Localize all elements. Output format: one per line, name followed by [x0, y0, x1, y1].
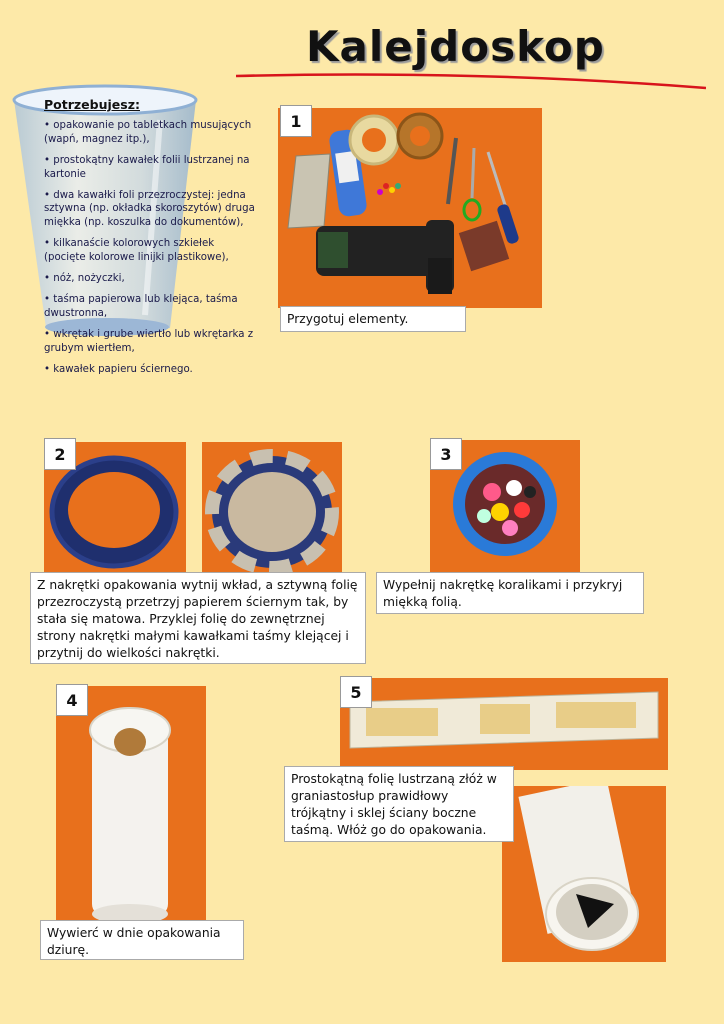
requirement-item: • prostokątny kawałek folii lustrzanej na kartonie: [44, 155, 250, 180]
step5-photo-inserted: [502, 786, 666, 962]
step3-caption: Wypełnij nakrętkę koralikami i przykryj miękką folią.: [376, 572, 644, 614]
step2-caption: Z nakrętki opakowania wytnij wkład, a sztywną folię przezroczystą przetrzyj papierem ściernym tak, by stała się matowa. Przyklej folię do zewnętrznej strony nakrętki małymi kawałkami taśmy klejącej i przytnij do wielkości nakrętki.: [30, 572, 366, 664]
requirement-item: • wkrętak i grube wiertło lub wkrętarka z grubym wiertłem,: [44, 329, 254, 354]
step4-caption: Wywierć w dnie opakowania dziurę.: [40, 920, 244, 960]
requirement-item: • kilkanaście kolorowych szkiełek (pocięte kolorowe linijki plastikowe),: [44, 238, 229, 263]
requirements-heading: Potrzebujesz:: [44, 97, 140, 112]
title-underline: [236, 66, 706, 92]
requirements-list: [44, 98, 258, 385]
requirement-item: • nóż, nożyczki,: [44, 273, 125, 285]
step-number: 1: [280, 105, 312, 137]
page-title: Kalejdoskop: [306, 22, 605, 71]
step-number: 5: [340, 676, 372, 708]
requirement-item: • taśma papierowa lub klejąca, taśma dwustronna,: [44, 294, 238, 319]
requirement-item: • kawałek papieru ściernego.: [44, 364, 193, 376]
step2-photo-foil: [202, 442, 342, 580]
requirement-item: • opakowanie po tabletkach musujących (wapń, magnez itp.),: [44, 120, 252, 145]
step-number: 4: [56, 684, 88, 716]
requirement-item: • dwa kawałki foli przezroczystej: jedna sztywna (np. okładka skoroszytów) druga miękka (np. koszulka do dokumentów),: [44, 190, 255, 228]
step-number: 3: [430, 438, 462, 470]
step1-caption: Przygotuj elementy.: [280, 306, 466, 332]
step5-photo-mirror: [340, 678, 668, 770]
step-number: 2: [44, 438, 76, 470]
step4-photo-tube: [56, 686, 206, 952]
step1-photo-tools: [278, 108, 542, 308]
step5-caption: Prostokątną folię lustrzaną złóż w graniastosłup prawidłowy trójkątny i sklej ściany boczne taśmą. Włóż go do opakowania.: [284, 766, 514, 842]
